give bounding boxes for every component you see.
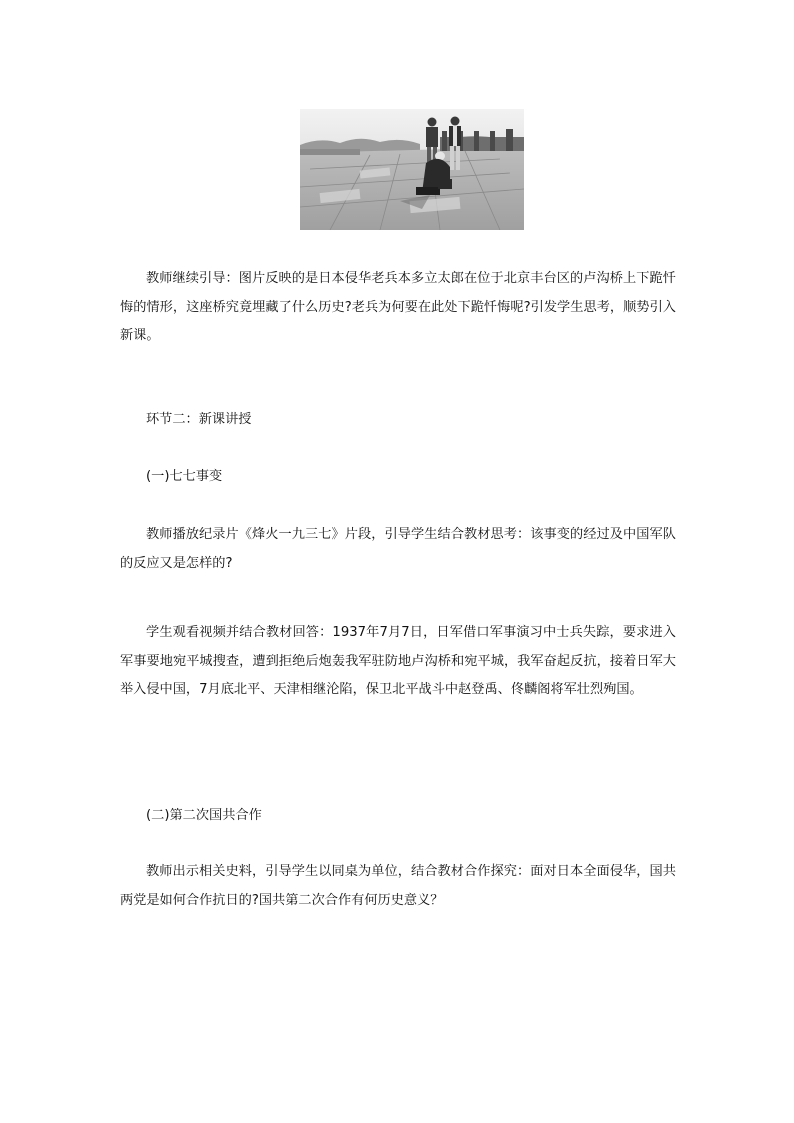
paragraph-cooperation: 教师出示相关史料，引导学生以同桌为单位，结合教材合作探究：面对日本全面侵华，国共两党是如何合作抗日的?国共第二次合作有何历史意义？	[120, 864, 676, 908]
photo-illustration	[300, 109, 524, 230]
paragraph-documentary: 教师播放纪录片《烽火一九三七》片段，引导学生结合教材思考：该事变的经过及中国军队的反应又是怎样的?	[120, 527, 676, 571]
section-heading-part2: 环节二：新课讲授	[146, 412, 252, 427]
paragraph-intro: 教师继续引导：图片反映的是日本侵华老兵本多立太郎在位于北京丰台区的卢沟桥上下跪忏悔的情形，这座桥究竟埋藏了什么历史?老兵为何要在此处下跪忏悔呢?引发学生思考，顺势引入新课。	[120, 271, 676, 343]
section-heading-incident: (一)七七事变	[146, 469, 223, 484]
lugou-bridge-photo	[300, 109, 524, 230]
section-heading-cooperation: (二)第二次国共合作	[146, 808, 262, 823]
paragraph-student-answer: 学生观看视频并结合教材回答：1937年7月7日，日军借口军事演习中士兵失踪，要求进入军事要地宛平城搜查，遭到拒绝后炮轰我军驻防地卢沟桥和宛平城，我军奋起反抗，接着日军大举入侵中国，7月底北平、天津相继沦陷，保卫北平战斗中赵登禹、佟麟阁将军壮烈殉国。	[120, 625, 676, 697]
